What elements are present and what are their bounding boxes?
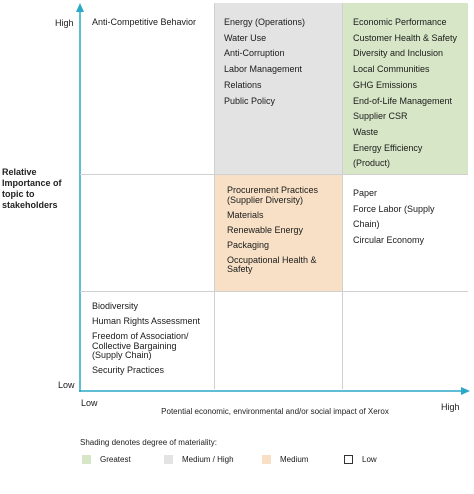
legend-swatch-medium-high	[164, 455, 173, 464]
legend-item-medium	[262, 455, 308, 464]
legend-item-medium-high	[164, 455, 234, 464]
grid-line-h1	[80, 174, 468, 175]
y-axis-high-label: High	[55, 18, 74, 28]
topic-item: Materials	[227, 209, 264, 220]
topic-item: Procurement Practices (Supplier Diversity)	[227, 185, 319, 205]
cell-bottom-right	[342, 291, 468, 389]
topic-item: Anti-Corruption	[224, 48, 285, 59]
topic-item: Paper	[353, 188, 378, 198]
materiality-matrix	[80, 3, 468, 389]
topic-item: Renewable Energy	[227, 224, 304, 235]
cell-middle-middle	[214, 174, 342, 291]
legend-label: Low	[362, 455, 377, 464]
topic-item: Circular Economy	[353, 235, 425, 246]
legend-label: Medium	[280, 455, 309, 464]
topic-item: Freedom of Association/ Collective Bargaining (Supply Chain)	[92, 331, 189, 360]
cell-top-middle	[214, 3, 342, 174]
legend-label: Medium / High	[182, 455, 234, 464]
cell-bottom-middle	[214, 291, 342, 389]
topic-item: Waste	[353, 126, 379, 137]
topic-item: Local Communities	[353, 64, 430, 75]
topic-item: Supplier CSR	[353, 111, 408, 122]
legend-item-low	[344, 455, 377, 464]
legend-label: Greatest	[100, 455, 131, 464]
cell-top-right	[342, 3, 468, 174]
topic-item: End-of-Life Management	[353, 95, 453, 106]
legend-item-greatest	[82, 455, 131, 464]
cell-bottom-left	[80, 291, 214, 389]
legend	[80, 455, 472, 469]
y-axis-low-label: Low	[58, 380, 75, 390]
topic-item: Occupational Health & Safety	[227, 254, 317, 274]
x-axis-high-label: High	[441, 402, 460, 412]
topic-item: Force Labor (Supply Chain)	[353, 203, 435, 230]
topic-item: Economic Performance	[353, 17, 447, 27]
x-axis-label: Potential economic, environmental and/or social impact of Xerox	[161, 407, 389, 416]
x-axis-low-label: Low	[81, 398, 98, 408]
topic-item: Water Use	[224, 32, 267, 43]
grid-line-v2	[342, 3, 343, 389]
topic-item: Packaging	[227, 239, 270, 250]
cell-middle-left	[80, 174, 214, 291]
grid-line-h2	[80, 291, 468, 292]
topic-item: Customer Health & Safety	[353, 32, 458, 43]
legend-swatch-greatest	[82, 455, 91, 464]
grid-line-v1	[214, 3, 215, 389]
topic-item: Anti-Competitive Behavior	[92, 17, 197, 27]
topic-item: Biodiversity	[92, 301, 139, 311]
topic-item: GHG Emissions	[353, 79, 418, 90]
legend-title: Shading denotes degree of materiality:	[80, 438, 217, 447]
topic-item: Security Practices	[92, 365, 165, 375]
topic-item: Energy Efficiency (Product)	[353, 142, 423, 169]
topic-item: Labor Management Relations	[224, 64, 303, 90]
y-axis-label: Relative Importance of topic to stakeholders	[2, 167, 62, 210]
topic-item: Human Rights Assessment	[92, 316, 201, 326]
topic-item: Public Policy	[224, 95, 276, 106]
legend-swatch-low	[344, 455, 353, 464]
cell-top-left	[80, 3, 214, 174]
legend-swatch-medium	[262, 455, 271, 464]
topic-item: Diversity and Inclusion	[353, 48, 444, 59]
topic-item: Energy (Operations)	[224, 17, 306, 27]
cell-middle-right	[342, 174, 468, 291]
